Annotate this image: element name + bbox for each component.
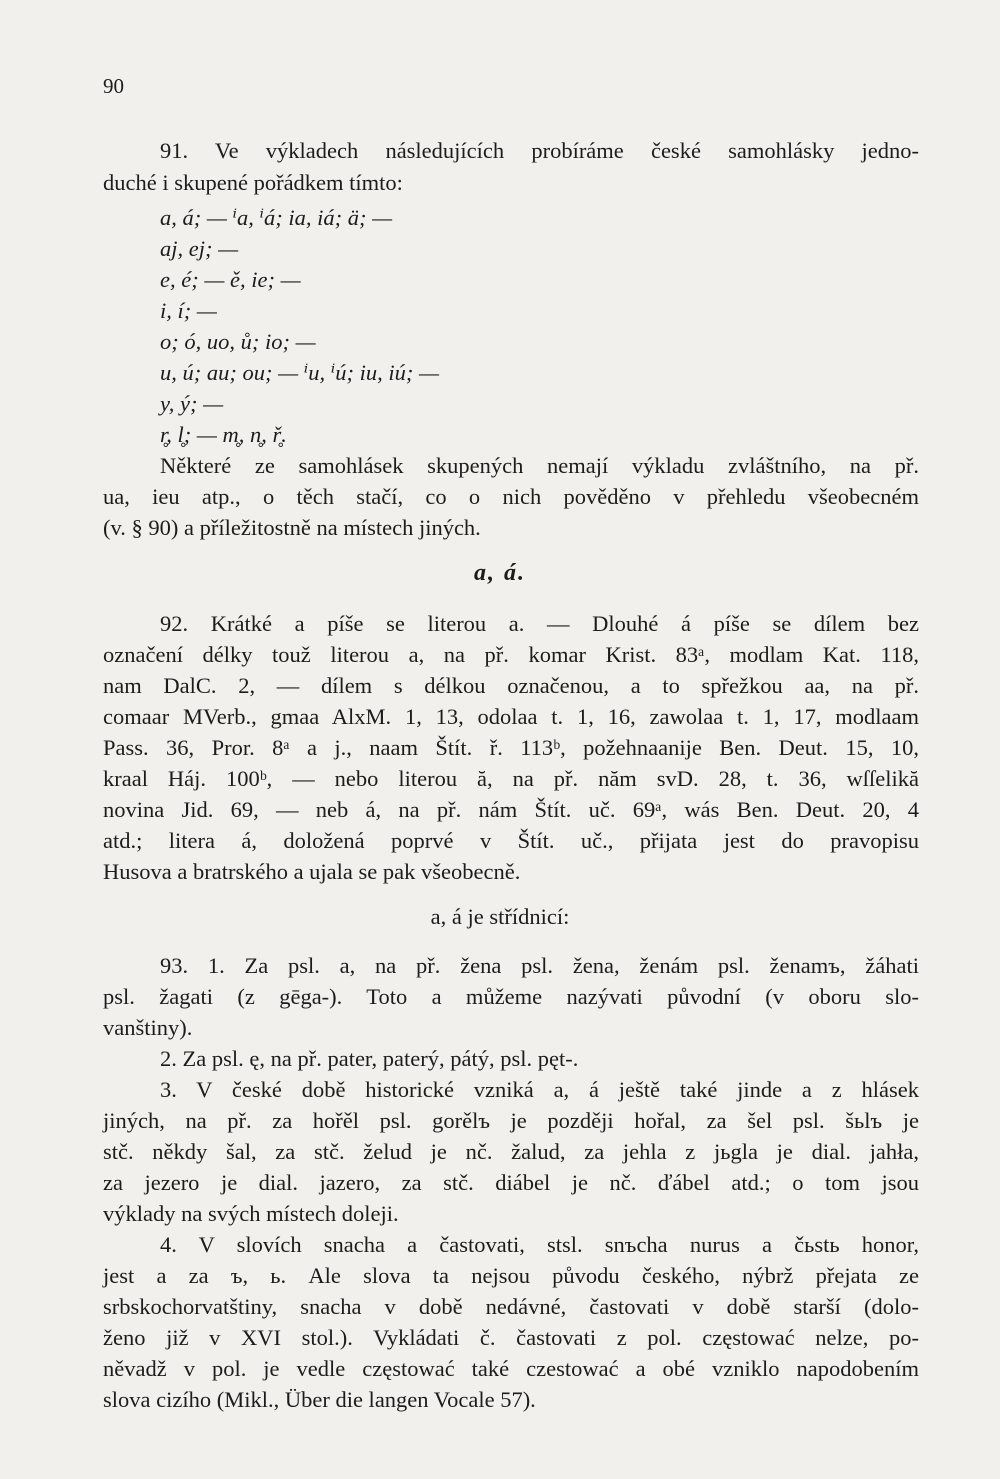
s93-line-11: jest a za ъ, ь. Ale slova ta nejsou původu českého, nýbrž přejata ze xyxy=(103,1263,919,1288)
page-number: 90 xyxy=(103,74,124,98)
s93-line-8: za jezero je dial. jazero, za stč. diábel je nč. ďábel atd.; o tom jsou xyxy=(103,1170,919,1195)
s92-line-5: Pass. 36, Pror. 8ᵃ a j., naam Štít. ř. 113ᵇ, požehnaanije Ben. Deut. 15, 10, xyxy=(103,735,919,760)
s91-line-1: 91. Ve výkladech následujících probíráme české samohlásky jedno- xyxy=(160,138,919,163)
s93-line-12: srbskochorvatštiny, snacha v době nedávné, častovati v době starší (dolo- xyxy=(103,1294,919,1319)
s92-line-6: kraal Háj. 100ᵇ, — nebo literou ă, na př. năm svD. 28, t. 36, wſſelikă xyxy=(103,766,919,791)
vowel-list-2: aj, ej; — xyxy=(160,236,239,261)
heading-a: a, á. xyxy=(474,560,526,586)
s91-para-3: (v. § 90) a příležitostně na místech jiných. xyxy=(103,515,481,540)
s91-para-2: ua, ieu atp., o těch stačí, co o nich pověděno v přehledu všeobecném xyxy=(103,484,919,509)
s93-line-1: 93. 1. Za psl. a, na př. žena psl. žena, ženám psl. ženamъ, žáhati xyxy=(160,953,919,978)
s93-line-7: stč. někdy šal, za stč. želud je nč. žalud, za jehla z jьgla je dial. jahła, xyxy=(103,1139,919,1164)
s92-line-1: 92. Krátké a píše se literou a. — Dlouhé á píše se dílem bez xyxy=(160,611,919,636)
vowel-list-7: y, ý; — xyxy=(160,391,224,416)
s93-line-13: ženo již v XVI stol.). Vykládati č. častovati z pol. częstować nelze, po- xyxy=(103,1325,919,1350)
s93-line-10: 4. V slovích snacha a častovati, stsl. snъcha nurus a čьstь honor, xyxy=(160,1232,919,1257)
s93-line-14: něvadž v pol. je vedle częstować také czestować a obé vzniklo napodobením xyxy=(103,1356,919,1381)
vowel-list-5: o; ó, uo, ů; io; — xyxy=(160,329,316,354)
s92-line-3: nam DalC. 2, — dílem s délkou označenou, a to spřežkou aa, na př. xyxy=(103,673,919,698)
s91-line-2: duché i skupené pořádkem tímto: xyxy=(103,170,403,195)
s93-line-3: vanštiny). xyxy=(103,1015,193,1040)
vowel-list-1: a, á; — ⁱa, ⁱá; ia, iá; ä; — xyxy=(160,205,393,230)
heading-alternation: a, á je střídnicí: xyxy=(430,904,570,929)
vowel-list-6: u, ú; au; ou; — ⁱu, ⁱú; iu, iú; — xyxy=(160,360,440,385)
s93-line-9: výklady na svých místech doleji. xyxy=(103,1201,399,1226)
s92-line-4: comaar MVerb., gmaa AlxM. 1, 13, odolaa t. 1, 16, zawolaa t. 1, 17, modlaam xyxy=(103,704,919,729)
vowel-list-3: e, é; — ě, ie; — xyxy=(160,267,301,292)
s93-line-15: slova cizího (Mikl., Über die langen Vocale 57). xyxy=(103,1387,536,1412)
s92-line-9: Husova a bratrského a ujala se pak všeobecně. xyxy=(103,859,521,884)
s92-line-2: označení délky touž literou a, na př. komar Krist. 83ᵃ, modlam Kat. 118, xyxy=(103,642,919,667)
s92-line-7: novina Jid. 69, — neb á, na př. nám Štít. uč. 69ᵃ, wás Ben. Deut. 20, 4 xyxy=(103,797,919,822)
s93-line-4: 2. Za psl. ę, na př. pater, paterý, pátý, psl. pęt-. xyxy=(160,1046,579,1071)
s93-line-6: jiných, na př. za hořěl psl. gorělъ je později hořal, za šel psl. šьlъ je xyxy=(103,1108,919,1133)
vowel-list-4: i, í; — xyxy=(160,298,217,323)
s93-line-5: 3. V české době historické vzniká a, á ještě také jinde a z hlásek xyxy=(160,1077,919,1102)
s92-line-8: atd.; litera á, doložená poprvé v Štít. uč., přijata jest do pravopisu xyxy=(103,828,919,853)
s93-line-2: psl. žagati (z gēga-). Toto a můžeme nazývati původní (v oboru slo- xyxy=(103,984,919,1009)
s91-para-1: Některé ze samohlásek skupených nemají výkladu zvláštního, na př. xyxy=(160,453,919,478)
vowel-list-8: r̥, l̥; — m̥, n̥, ř̥. xyxy=(160,422,287,447)
